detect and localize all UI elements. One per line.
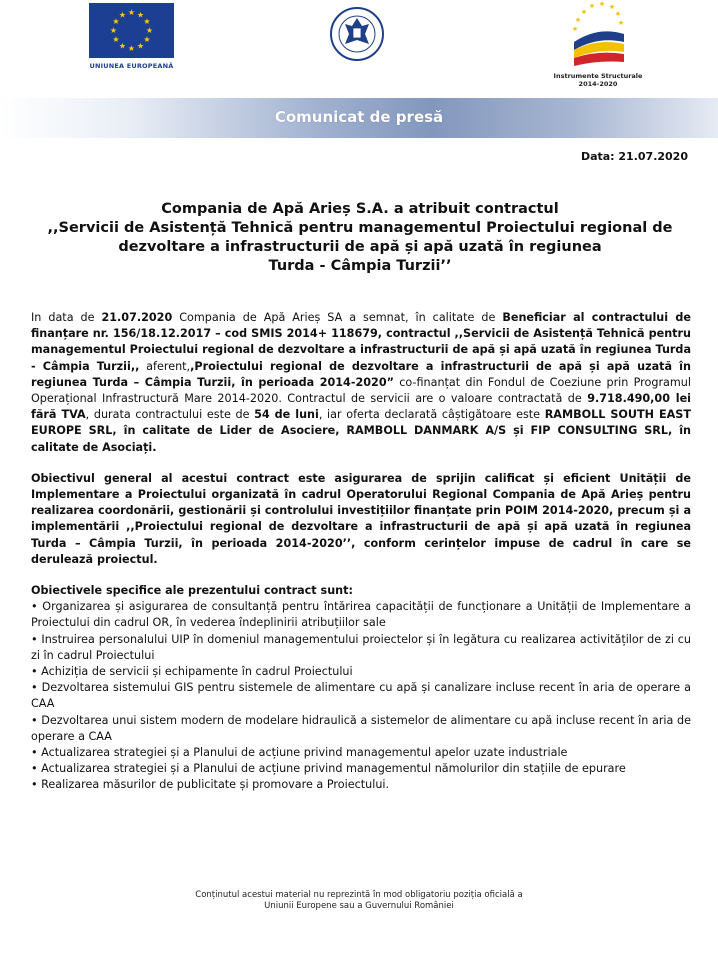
svg-text:★: ★ (143, 35, 151, 44)
text-run-bold: 21.07.2020 (101, 311, 173, 324)
svg-text:★: ★ (614, 10, 622, 18)
svg-text:★: ★ (598, 0, 606, 8)
svg-text:★: ★ (571, 25, 579, 33)
government-emblem-icon (329, 4, 385, 64)
svg-text:★: ★ (127, 44, 136, 53)
text-run: , iar oferta declarată câștigătoare este (318, 408, 545, 422)
list-item: • Achiziția de servicii și echipamente în cadrul Proiectului (31, 665, 353, 679)
banner-title: Comunicat de presă (274, 108, 444, 126)
text-run-bold: 54 de luni (254, 408, 319, 422)
specific-objectives-section (31, 583, 691, 794)
list-item: • Realizarea măsurilor de publicitate și promovare a Proiectului. (31, 778, 390, 792)
svg-text:★: ★ (617, 19, 625, 27)
text-run: co-finanțat din Fondul de Coeziune prin Programul Operațional Infrastructură Mare 2014-2020. Contractul de servicii are o valoare contractată de (31, 375, 691, 406)
release-date: Data: 21.07.2020 (580, 150, 688, 163)
text-run: aferent, (139, 359, 191, 373)
svg-text:★: ★ (145, 26, 154, 35)
svg-text:★: ★ (143, 17, 151, 26)
svg-text:★: ★ (574, 16, 582, 24)
footer-line-1: Conținutul acestui material nu reprezintă în mod obligatoriu poziția oficială a (195, 890, 523, 900)
press-release-title (30, 200, 690, 276)
specific-objectives-heading: Obiectivele specifice ale prezentului contract sunt: (31, 584, 353, 598)
press-release-body (31, 310, 691, 794)
text-run: , durata contractului este de (85, 408, 255, 422)
text-run: In data de (31, 311, 102, 324)
title-line-3: Turda - Câmpia Turzii’’ (268, 258, 452, 274)
list-item: • Instruirea personalului UIP în domeniul managementului proiectelor și în legătura cu realizarea activităților de zi cu zi în cadrul Proiectului (31, 632, 691, 662)
list-item: • Organizarea și asigurarea de consultanță pentru întărirea capacității de funcționare a Unității de Implementare a Proiectului din cadrul OR, în vederea îndeplinirii atribuțiilor sale (31, 600, 691, 630)
structural-instruments-label (552, 72, 644, 88)
text-run-bold: Beneficiar al contractului de finanțare nr. 156/18.12.2017 – cod SMIS 2014+ 118679, contractul ,,Servicii de Asistență Tehnică pentru managementul Proiectului regional de dezvoltare a infrastructurii de apă și apă uzată în regiunea Turda - Câmpia Turzii,, (31, 311, 691, 373)
title-line-2: ,,Servicii de Asistență Tehnică pentru managementul Proiectului regional de dezvoltare a infrastructurii de apă și apă uzată în regiunea (47, 220, 673, 255)
svg-text:★: ★ (588, 2, 596, 10)
paragraph-contract-details (31, 310, 691, 456)
svg-text:★: ★ (112, 35, 120, 44)
list-item: • Dezvoltarea sistemului GIS pentru sistemele de alimentare cu apă și canalizare incluse recent în aria de operare a CAA (31, 681, 691, 711)
is-label-line2: 2014-2020 (578, 80, 618, 88)
list-item: • Actualizarea strategiei și a Planului de acțiune privind managementul apelor uzate industriale (31, 746, 568, 760)
eu-label: UNIUNEA EUROPEANĂ (89, 62, 174, 70)
text-run-bold: 9.718.490,00 lei fără TVA (31, 392, 691, 422)
svg-text:★: ★ (118, 10, 127, 20)
text-run-bold: RAMBOLL SOUTH EAST EUROPE SRL, în calitate de Lider de Asociere, RAMBOLL DANMARK A/S și FIP CONSULTING SRL, în calitate de Asociați. (31, 408, 691, 454)
list-item: • Actualizarea strategiei și a Planului de acțiune privind managementul nămolurilor din stațiile de epurare (31, 762, 626, 776)
is-label-line1: Instrumente Structurale (553, 72, 643, 80)
svg-text:★: ★ (136, 41, 145, 51)
header-logos (0, 0, 718, 100)
text-run: Compania de Apă Arieș SA a semnat, în calitate de (172, 311, 503, 324)
svg-text:★: ★ (127, 8, 136, 17)
eu-logo (89, 3, 174, 75)
footer-line-2: Uniunii Europene sau a Guvernului României (264, 901, 454, 911)
disclaimer-footer (0, 890, 718, 912)
title-line-1: Compania de Apă Arieș S.A. a atribuit contractul (161, 201, 559, 217)
svg-text:★: ★ (136, 10, 145, 20)
svg-text:★: ★ (608, 3, 616, 11)
svg-text:★: ★ (109, 26, 118, 35)
list-item: • Dezvoltarea unui sistem modern de modelare hidraulică a sistemelor de alimentare cu apă incluse recent în aria de operare a CAA (31, 713, 691, 743)
svg-text:★: ★ (580, 8, 588, 16)
svg-text:★: ★ (112, 17, 120, 26)
eu-flag-icon (89, 3, 174, 58)
svg-text:★: ★ (118, 41, 127, 51)
text-run-bold: ,Proiectului regional de dezvoltare a infrastructurii de apă și apă uzată în regiunea Turda – Câmpia Turzii, în perioada 2014-2020” (31, 359, 691, 389)
objectives-list (31, 599, 691, 793)
paragraph-general-objective: Obiectivul general al acestui contract este asigurarea de sprijin calificat și eficient Unității de Implementare a Proiectului organizată în cadrul Operatorului Regional Compania de Apă Arieș pentru realizarea coordonării, gestionării și controlului investițiilor finanțate prin POIM 2014-2020, precum și a implementării ,,Proiectului regional de dezvoltare a infrastructurii de apă și apă uzată în regiunea Turda – Câmpia Turzii, în perioada 2014-2020’’, conform cerințelor impuse de cadrul în care se derulează proiectul. (31, 471, 691, 566)
